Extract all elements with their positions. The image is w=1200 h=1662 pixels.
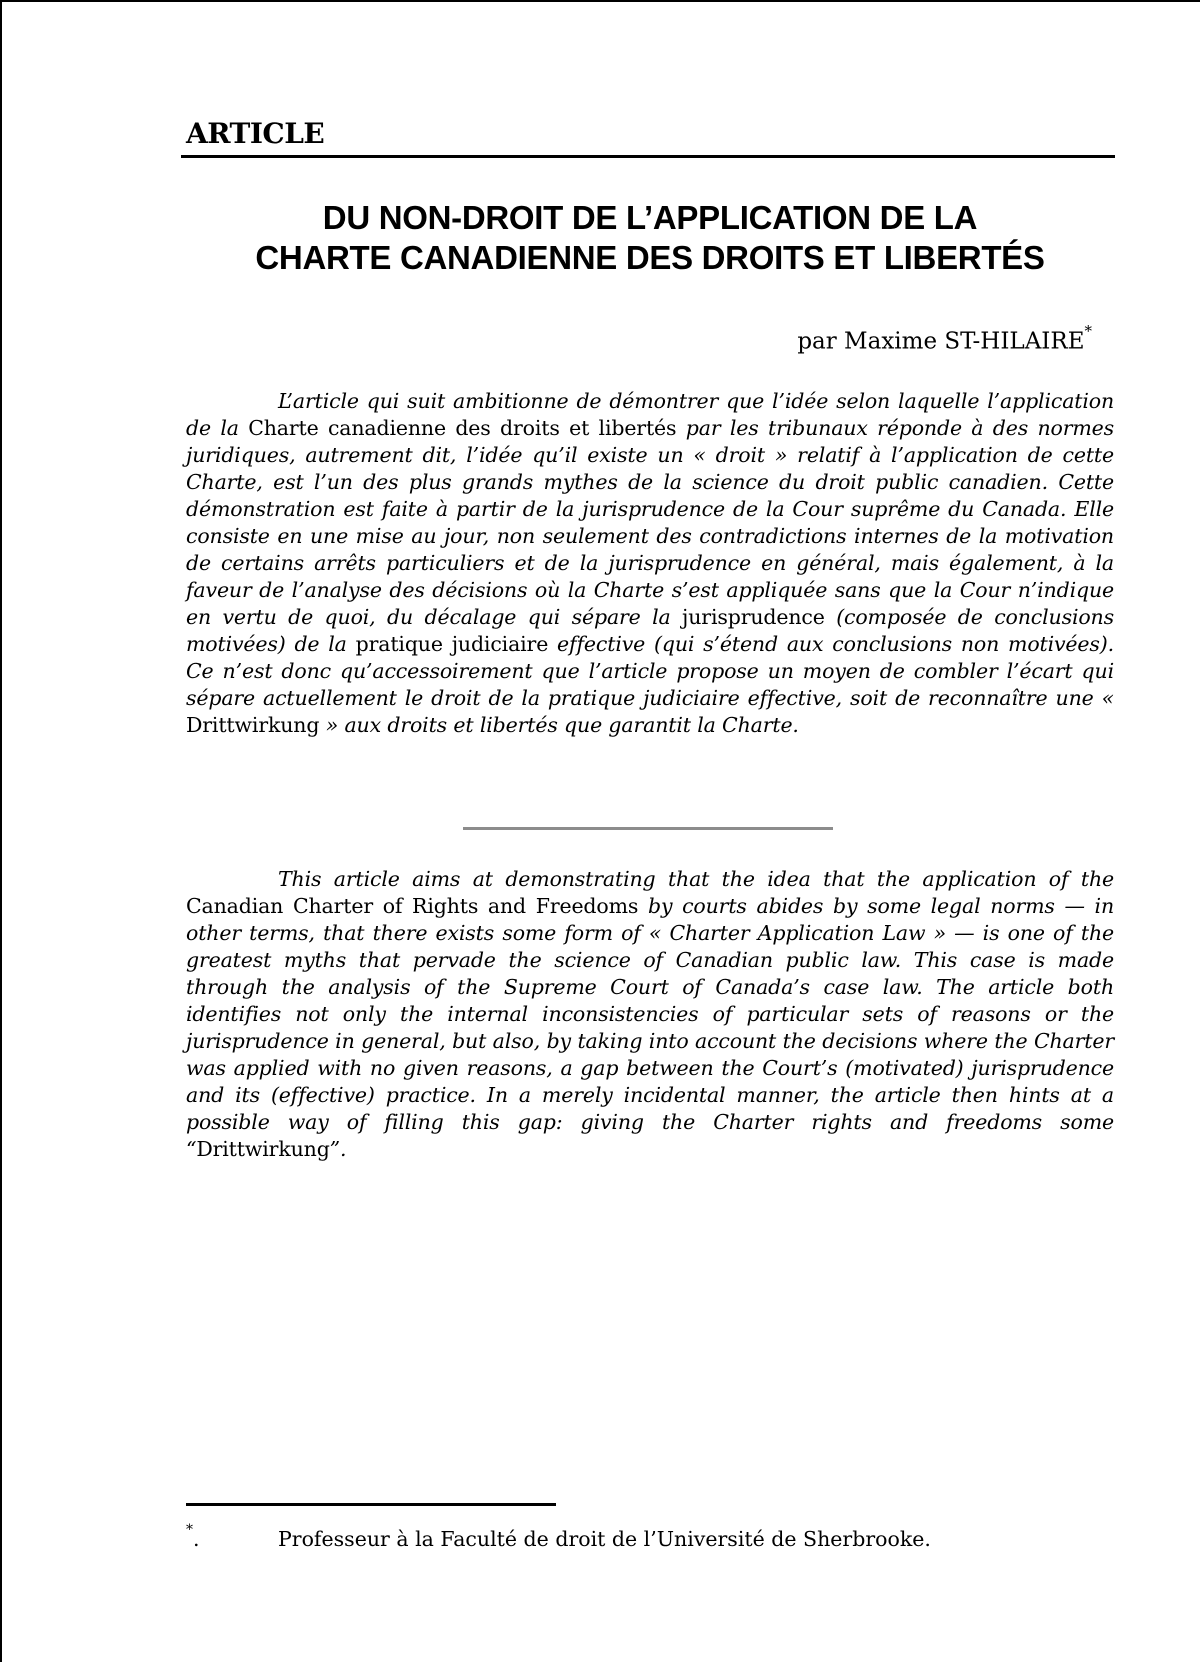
abstract-en-part-1: This article aims at demonstrating that the idea that the application of the	[278, 867, 1114, 891]
footnote-marker-star: *	[186, 1522, 193, 1538]
abstract-fr-drittwirkung: Drittwirkung	[186, 713, 320, 737]
author-byline	[186, 320, 1114, 357]
footnote-marker	[186, 1520, 278, 1553]
abstract-english	[186, 866, 1114, 1163]
footnote	[186, 1520, 1114, 1553]
footnote-marker-tail: .	[193, 1526, 200, 1551]
abstract-fr-part-1: L’article qui suit ambitionne de démontrer que l’idée selon laquelle l’application de la	[186, 389, 1114, 440]
abstract-fr-part-9: » aux droits et libertés que garantit la Charte.	[319, 713, 799, 737]
header-rule	[181, 155, 1115, 158]
abstract-en-part-5: ”.	[329, 1137, 347, 1161]
abstract-fr-part-3: par les tribunaux réponde à des normes juridiques, autrement dit, l’idée qu’il existe un « droit » relatif à l’application de cette Charte, est l’un des plus grands mythes de la science du droit public canadien. Cette démonstration est faite à partir de la jurisprudence de la Cour suprême du Canada. Elle consiste en une mise au jour, non seulement des contradictions internes de la motivation de certains arrêts particuliers et de la jurisprudence en général, mais également, à la faveur de l’analyse des décisions où la Charte s’est appliquée sans que la Cour n’indique en vertu de quoi, du décalage qui sépare la	[186, 416, 1114, 629]
abstract-fr-part-5: (composée de conclusions motivées) de la	[186, 605, 1114, 656]
article-title-line-2: CHARTE CANADIENNE DES DROITS ET LIBERTÉS	[255, 239, 1045, 276]
author-name: par Maxime ST-HILAIRE	[797, 328, 1085, 355]
abstract-fr-part-7: effective (qui s’étend aux conclusions non motivées). Ce n’est donc qu’accessoirement que l’article propose un moyen de combler l’écart qui sépare actuellement le droit de la pratique judiciaire effective, soit de reconnaître une «	[186, 632, 1114, 710]
author-footnote-marker: *	[1084, 322, 1092, 340]
abstract-en-charter-title: Canadian Charter of Rights and Freedoms	[186, 894, 639, 918]
abstract-en-drittwirkung: Drittwirkung	[196, 1137, 330, 1161]
abstract-fr-pratique: pratique judiciaire	[355, 632, 549, 656]
footnote-text: Professeur à la Faculté de droit de l’Université de Sherbrooke.	[278, 1526, 931, 1551]
abstract-fr-charter-title: Charte canadienne des droits et libertés	[248, 416, 677, 440]
abstract-en-part-3: by courts abides by some legal norms — in other terms, that there exists some form of « Charter Application Law » — is one of the greatest myths that pervade the science of Canadian public law. This case is made through the analysis of the Supreme Court of Canada’s case law. The article both identifies not only the internal inconsistencies of particular sets of reasons or the jurisprudence in general, but also, by taking into account the decisions where the Charter was applied with no given reasons, a gap between the Court’s (motivated) jurisprudence and its (effective) practice. In a merely incidental manner, the article then hints at a possible way of filling this gap: giving the Charter rights and freedoms some “	[186, 894, 1115, 1161]
article-title-line-1: DU NON-DROIT DE L’APPLICATION DE LA	[322, 199, 978, 236]
abstract-fr-jurisprudence: jurisprudence	[682, 605, 825, 629]
abstract-separator	[463, 827, 833, 830]
section-label: ARTICLE	[186, 117, 325, 150]
abstract-french	[186, 388, 1114, 739]
article-title	[186, 198, 1114, 278]
footnote-rule	[186, 1503, 556, 1506]
